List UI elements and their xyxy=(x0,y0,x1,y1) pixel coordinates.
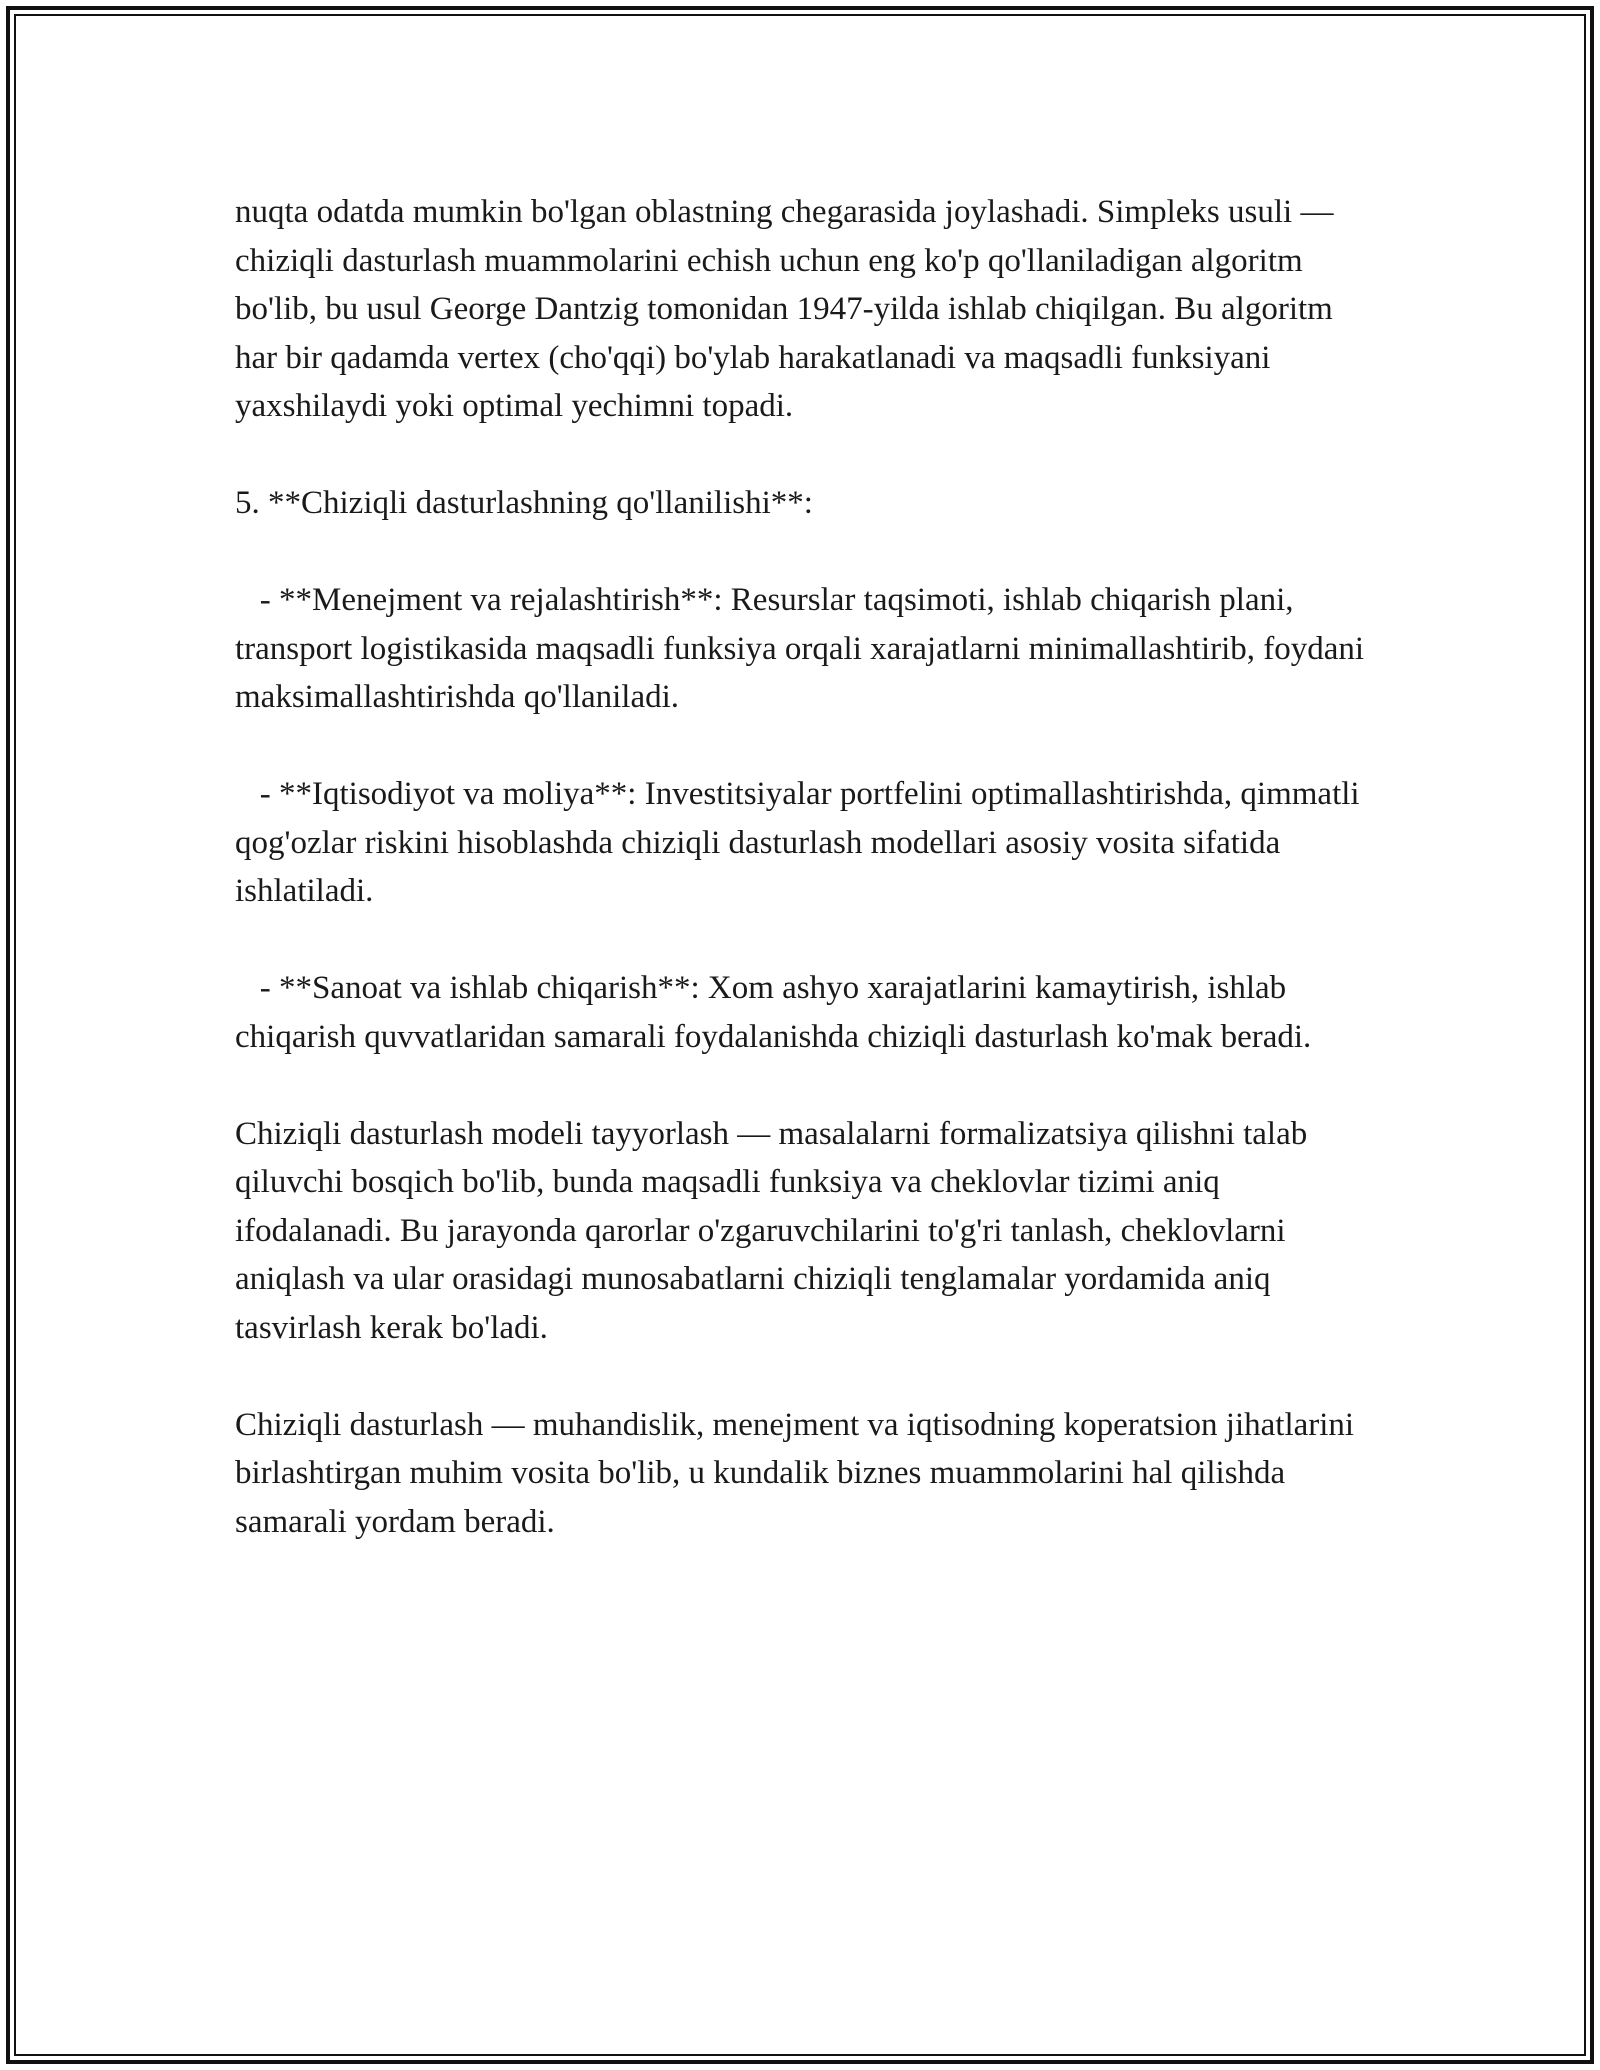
paragraph-conclusion: Chiziqli dasturlash — muhandislik, menejment va iqtisodning koperatsion jihatlarini birlashtirgan muhim vosita bo'lib, u kundalik biznes muammolarini hal qilishda samarali yordam beradi. xyxy=(235,1406,1363,1540)
paragraph-model-preparation: Chiziqli dasturlash modeli tayyorlash — masalalarni formalizatsiya qilishni talab qiluvchi bosqich bo'lib, bunda maqsadli funksiya va cheklovlar tizimi aniq ifodalanadi. Bu jarayonda qarorlar o'zgaruvchilarini to'g'ri tanlash, cheklovlarni aniqlash va ular orasidagi munosabatlarni chiziqli tenglamalar yordamida aniq tasvirlash kerak bo'ladi. xyxy=(235,1115,1316,1346)
list-item-economics: - **Iqtisodiyot va moliya**: Investitsiyalar portfelini optimallashtirishda, qimmatli qog'ozlar riskini hisoblashda chiziqli dasturlash modellari asosiy vosita sifatida ishlatiladi. xyxy=(235,776,1368,909)
section-heading-applications: 5. **Chiziqli dasturlashning qo'llanilishi**: xyxy=(235,485,813,521)
list-item-management: - **Menejment va rejalashtirish**: Resurslar taqsimoti, ishlab chiqarish plani, transport logistikasida maqsadli funksiya orqali xarajatlarni minimallashtirib, foydani maksimallashtirishda qo'llaniladi. xyxy=(235,582,1373,715)
paragraph-simplex-method: nuqta odatda mumkin bo'lgan oblastning chegarasida joylashadi. Simpleks usuli — chiziqli dasturlash muammolarini echish uchun eng ko'p qo'llaniladigan algoritm bo'lib, bu usul George Dantzig tomonidan 1947-yilda ishlab chiqilgan. Bu algoritm har bir qadamda vertex (cho'qqi) bo'ylab harakatlanadi va maqsadli funksiyani yaxshilaydi yoki optimal yechimni topadi. xyxy=(235,194,1342,424)
document-body xyxy=(235,188,1373,1546)
list-item-industry: - **Sanoat va ishlab chiqarish**: Xom ashyo xarajatlarini kamaytirish, ishlab chiqarish quvvatlaridan samarali foydalanishda chiziqli dasturlash ko'mak beradi. xyxy=(235,970,1312,1055)
